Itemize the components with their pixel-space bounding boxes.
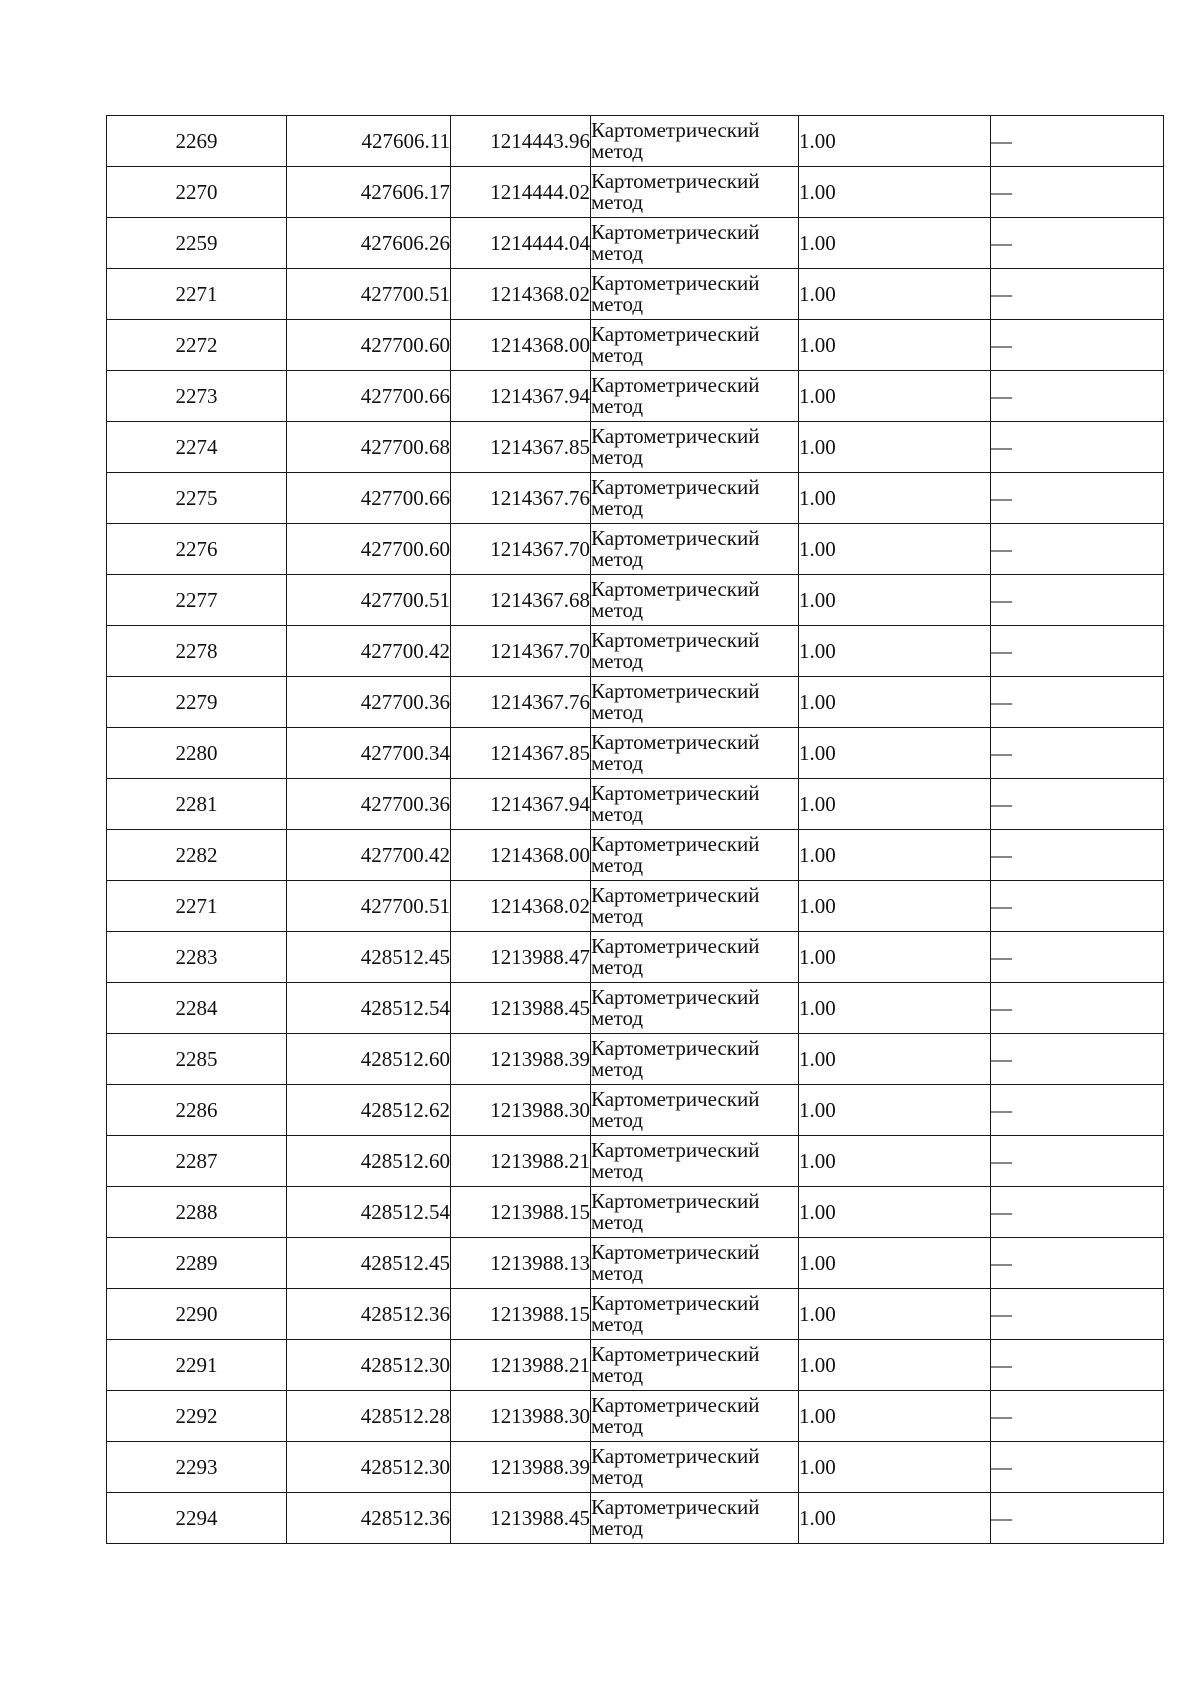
method-cell: [591, 167, 799, 218]
method-line-1: Картометрический: [591, 628, 760, 652]
y-coordinate-cell: 1214368.00: [451, 320, 591, 371]
table-row: [107, 1493, 1164, 1544]
x-coordinate-cell: 428512.36: [287, 1289, 451, 1340]
method-line-2: метод: [591, 394, 644, 418]
method-line-1: Картометрический: [591, 169, 760, 193]
method-line-1: Картометрический: [591, 373, 760, 397]
method-cell: [591, 1034, 799, 1085]
method-line-1: Картометрический: [591, 679, 760, 703]
y-coordinate-cell: 1213988.30: [451, 1391, 591, 1442]
method-cell: [591, 371, 799, 422]
x-coordinate-cell: 427700.51: [287, 575, 451, 626]
description-cell: —: [991, 728, 1164, 779]
accuracy-cell: 1.00: [799, 473, 991, 524]
y-coordinate-cell: 1213988.39: [451, 1442, 591, 1493]
method-line-2: метод: [591, 1006, 644, 1030]
y-coordinate-cell: 1214444.04: [451, 218, 591, 269]
accuracy-cell: 1.00: [799, 422, 991, 473]
accuracy-cell: 1.00: [799, 1391, 991, 1442]
table-row: [107, 473, 1164, 524]
x-coordinate-cell: 427700.34: [287, 728, 451, 779]
table-row: [107, 1136, 1164, 1187]
table-row: [107, 932, 1164, 983]
method-cell: [591, 473, 799, 524]
y-coordinate-cell: 1214367.70: [451, 626, 591, 677]
method-line-2: метод: [591, 751, 644, 775]
method-line-2: метод: [591, 904, 644, 928]
description-cell: —: [991, 1493, 1164, 1544]
accuracy-cell: 1.00: [799, 779, 991, 830]
y-coordinate-cell: 1214367.85: [451, 422, 591, 473]
description-cell: —: [991, 677, 1164, 728]
table-row: [107, 677, 1164, 728]
x-coordinate-cell: 427700.68: [287, 422, 451, 473]
description-cell: —: [991, 422, 1164, 473]
accuracy-cell: 1.00: [799, 575, 991, 626]
y-coordinate-cell: 1214368.00: [451, 830, 591, 881]
table-row: [107, 371, 1164, 422]
y-coordinate-cell: 1213988.15: [451, 1289, 591, 1340]
point-number-cell: 2286: [107, 1085, 287, 1136]
table-row: [107, 524, 1164, 575]
table-row: [107, 320, 1164, 371]
method-line-2: метод: [591, 1108, 644, 1132]
method-line-1: Картометрический: [591, 781, 760, 805]
x-coordinate-cell: 427700.66: [287, 371, 451, 422]
accuracy-cell: 1.00: [799, 116, 991, 167]
method-cell: [591, 830, 799, 881]
method-line-2: метод: [591, 241, 644, 265]
method-cell: [591, 1289, 799, 1340]
method-line-1: Картометрический: [591, 220, 760, 244]
point-number-cell: 2270: [107, 167, 287, 218]
method-line-2: метод: [591, 1363, 644, 1387]
method-line-1: Картометрический: [591, 1087, 760, 1111]
method-cell: [591, 1238, 799, 1289]
method-line-2: метод: [591, 1312, 644, 1336]
y-coordinate-cell: 1214367.70: [451, 524, 591, 575]
method-line-1: Картометрический: [591, 1393, 760, 1417]
method-cell: [591, 320, 799, 371]
point-number-cell: 2280: [107, 728, 287, 779]
method-line-2: метод: [591, 190, 644, 214]
table-row: [107, 1238, 1164, 1289]
y-coordinate-cell: 1213988.47: [451, 932, 591, 983]
method-cell: [591, 116, 799, 167]
point-number-cell: 2284: [107, 983, 287, 1034]
description-cell: —: [991, 1034, 1164, 1085]
description-cell: —: [991, 983, 1164, 1034]
table-row: [107, 575, 1164, 626]
x-coordinate-cell: 428512.36: [287, 1493, 451, 1544]
x-coordinate-cell: 428512.60: [287, 1136, 451, 1187]
method-cell: [591, 1391, 799, 1442]
coordinates-table-body: [107, 116, 1164, 1544]
point-number-cell: 2282: [107, 830, 287, 881]
method-line-1: Картометрический: [591, 1189, 760, 1213]
method-line-2: метод: [591, 955, 644, 979]
accuracy-cell: 1.00: [799, 1187, 991, 1238]
point-number-cell: 2277: [107, 575, 287, 626]
method-line-2: метод: [591, 496, 644, 520]
method-line-2: метод: [591, 1159, 644, 1183]
method-line-2: метод: [591, 1516, 644, 1540]
method-line-2: метод: [591, 547, 644, 571]
description-cell: —: [991, 830, 1164, 881]
method-line-1: Картометрический: [591, 1444, 760, 1468]
accuracy-cell: 1.00: [799, 728, 991, 779]
x-coordinate-cell: 427700.66: [287, 473, 451, 524]
table-row: [107, 881, 1164, 932]
x-coordinate-cell: 428512.54: [287, 1187, 451, 1238]
method-line-1: Картометрический: [591, 985, 760, 1009]
method-line-1: Картометрический: [591, 526, 760, 550]
y-coordinate-cell: 1213988.45: [451, 1493, 591, 1544]
method-line-2: метод: [591, 1210, 644, 1234]
point-number-cell: 2271: [107, 269, 287, 320]
y-coordinate-cell: 1213988.13: [451, 1238, 591, 1289]
point-number-cell: 2273: [107, 371, 287, 422]
point-number-cell: 2288: [107, 1187, 287, 1238]
description-cell: —: [991, 1136, 1164, 1187]
table-row: [107, 218, 1164, 269]
method-line-1: Картометрический: [591, 1036, 760, 1060]
x-coordinate-cell: 428512.30: [287, 1340, 451, 1391]
y-coordinate-cell: 1214367.94: [451, 371, 591, 422]
method-cell: [591, 575, 799, 626]
y-coordinate-cell: 1213988.15: [451, 1187, 591, 1238]
method-cell: [591, 1493, 799, 1544]
accuracy-cell: 1.00: [799, 1085, 991, 1136]
method-line-1: Картометрический: [591, 118, 760, 142]
y-coordinate-cell: 1213988.45: [451, 983, 591, 1034]
y-coordinate-cell: 1213988.39: [451, 1034, 591, 1085]
table-row: [107, 422, 1164, 473]
method-line-1: Картометрический: [591, 1342, 760, 1366]
point-number-cell: 2287: [107, 1136, 287, 1187]
accuracy-cell: 1.00: [799, 218, 991, 269]
accuracy-cell: 1.00: [799, 983, 991, 1034]
method-line-1: Картометрический: [591, 475, 760, 499]
y-coordinate-cell: 1213988.30: [451, 1085, 591, 1136]
method-cell: [591, 422, 799, 473]
description-cell: —: [991, 1085, 1164, 1136]
method-cell: [591, 1136, 799, 1187]
method-cell: [591, 1442, 799, 1493]
table-row: [107, 779, 1164, 830]
point-number-cell: 2279: [107, 677, 287, 728]
method-cell: [591, 1187, 799, 1238]
coordinates-table: [106, 115, 1164, 1544]
x-coordinate-cell: 427700.60: [287, 524, 451, 575]
method-cell: [591, 1085, 799, 1136]
method-line-1: Картометрический: [591, 934, 760, 958]
accuracy-cell: 1.00: [799, 371, 991, 422]
point-number-cell: 2293: [107, 1442, 287, 1493]
method-line-2: метод: [591, 700, 644, 724]
method-cell: [591, 269, 799, 320]
method-line-1: Картометрический: [591, 577, 760, 601]
x-coordinate-cell: 428512.54: [287, 983, 451, 1034]
point-number-cell: 2294: [107, 1493, 287, 1544]
table-row: [107, 1442, 1164, 1493]
method-cell: [591, 779, 799, 830]
table-row: [107, 1391, 1164, 1442]
accuracy-cell: 1.00: [799, 881, 991, 932]
method-line-1: Картометрический: [591, 271, 760, 295]
table-row: [107, 116, 1164, 167]
accuracy-cell: 1.00: [799, 1034, 991, 1085]
table-row: [107, 1085, 1164, 1136]
point-number-cell: 2276: [107, 524, 287, 575]
description-cell: —: [991, 626, 1164, 677]
table-row: [107, 1289, 1164, 1340]
point-number-cell: 2274: [107, 422, 287, 473]
x-coordinate-cell: 427606.26: [287, 218, 451, 269]
x-coordinate-cell: 427606.17: [287, 167, 451, 218]
point-number-cell: 2285: [107, 1034, 287, 1085]
method-line-2: метод: [591, 1465, 644, 1489]
method-line-1: Картометрический: [591, 1495, 760, 1519]
y-coordinate-cell: 1214367.85: [451, 728, 591, 779]
description-cell: —: [991, 1187, 1164, 1238]
y-coordinate-cell: 1214368.02: [451, 881, 591, 932]
method-cell: [591, 524, 799, 575]
description-cell: —: [991, 881, 1164, 932]
description-cell: —: [991, 1340, 1164, 1391]
x-coordinate-cell: 428512.28: [287, 1391, 451, 1442]
table-row: [107, 728, 1164, 779]
method-line-2: метод: [591, 853, 644, 877]
method-cell: [591, 677, 799, 728]
table-row: [107, 1034, 1164, 1085]
x-coordinate-cell: 427700.36: [287, 677, 451, 728]
table-row: [107, 269, 1164, 320]
method-line-2: метод: [591, 343, 644, 367]
x-coordinate-cell: 428512.60: [287, 1034, 451, 1085]
point-number-cell: 2272: [107, 320, 287, 371]
method-cell: [591, 728, 799, 779]
accuracy-cell: 1.00: [799, 1289, 991, 1340]
method-line-1: Картометрический: [591, 1240, 760, 1264]
method-cell: [591, 932, 799, 983]
x-coordinate-cell: 427700.60: [287, 320, 451, 371]
description-cell: —: [991, 932, 1164, 983]
x-coordinate-cell: 427700.51: [287, 881, 451, 932]
description-cell: —: [991, 320, 1164, 371]
y-coordinate-cell: 1214367.76: [451, 677, 591, 728]
point-number-cell: 2281: [107, 779, 287, 830]
x-coordinate-cell: 428512.45: [287, 1238, 451, 1289]
point-number-cell: 2291: [107, 1340, 287, 1391]
method-line-2: метод: [591, 802, 644, 826]
table-row: [107, 626, 1164, 677]
method-cell: [591, 1340, 799, 1391]
description-cell: —: [991, 269, 1164, 320]
description-cell: —: [991, 1391, 1164, 1442]
point-number-cell: 2290: [107, 1289, 287, 1340]
method-line-1: Картометрический: [591, 883, 760, 907]
point-number-cell: 2259: [107, 218, 287, 269]
method-line-2: метод: [591, 1261, 644, 1285]
y-coordinate-cell: 1214444.02: [451, 167, 591, 218]
method-line-1: Картометрический: [591, 322, 760, 346]
method-cell: [591, 983, 799, 1034]
point-number-cell: 2289: [107, 1238, 287, 1289]
point-number-cell: 2278: [107, 626, 287, 677]
y-coordinate-cell: 1214367.94: [451, 779, 591, 830]
accuracy-cell: 1.00: [799, 626, 991, 677]
point-number-cell: 2269: [107, 116, 287, 167]
table-row: [107, 830, 1164, 881]
method-line-1: Картометрический: [591, 832, 760, 856]
method-line-2: метод: [591, 1057, 644, 1081]
method-line-2: метод: [591, 292, 644, 316]
description-cell: —: [991, 218, 1164, 269]
method-line-1: Картометрический: [591, 424, 760, 448]
accuracy-cell: 1.00: [799, 1442, 991, 1493]
accuracy-cell: 1.00: [799, 830, 991, 881]
table-row: [107, 167, 1164, 218]
x-coordinate-cell: 428512.45: [287, 932, 451, 983]
table-row: [107, 1340, 1164, 1391]
x-coordinate-cell: 428512.30: [287, 1442, 451, 1493]
point-number-cell: 2275: [107, 473, 287, 524]
y-coordinate-cell: 1213988.21: [451, 1136, 591, 1187]
accuracy-cell: 1.00: [799, 1238, 991, 1289]
x-coordinate-cell: 427700.42: [287, 626, 451, 677]
x-coordinate-cell: 428512.62: [287, 1085, 451, 1136]
accuracy-cell: 1.00: [799, 167, 991, 218]
accuracy-cell: 1.00: [799, 1136, 991, 1187]
accuracy-cell: 1.00: [799, 932, 991, 983]
method-line-1: Картометрический: [591, 730, 760, 754]
description-cell: —: [991, 473, 1164, 524]
accuracy-cell: 1.00: [799, 269, 991, 320]
method-cell: [591, 626, 799, 677]
accuracy-cell: 1.00: [799, 677, 991, 728]
x-coordinate-cell: 427606.11: [287, 116, 451, 167]
method-line-1: Картометрический: [591, 1138, 760, 1162]
method-line-2: метод: [591, 139, 644, 163]
x-coordinate-cell: 427700.51: [287, 269, 451, 320]
description-cell: —: [991, 116, 1164, 167]
y-coordinate-cell: 1214367.76: [451, 473, 591, 524]
description-cell: —: [991, 1442, 1164, 1493]
accuracy-cell: 1.00: [799, 320, 991, 371]
method-line-1: Картометрический: [591, 1291, 760, 1315]
method-cell: [591, 881, 799, 932]
y-coordinate-cell: 1214443.96: [451, 116, 591, 167]
method-line-2: метод: [591, 598, 644, 622]
description-cell: —: [991, 575, 1164, 626]
method-line-2: метод: [591, 649, 644, 673]
accuracy-cell: 1.00: [799, 1493, 991, 1544]
accuracy-cell: 1.00: [799, 1340, 991, 1391]
method-line-2: метод: [591, 445, 644, 469]
point-number-cell: 2283: [107, 932, 287, 983]
description-cell: —: [991, 1289, 1164, 1340]
accuracy-cell: 1.00: [799, 524, 991, 575]
description-cell: —: [991, 524, 1164, 575]
y-coordinate-cell: 1214368.02: [451, 269, 591, 320]
description-cell: —: [991, 167, 1164, 218]
y-coordinate-cell: 1214367.68: [451, 575, 591, 626]
point-number-cell: 2271: [107, 881, 287, 932]
y-coordinate-cell: 1213988.21: [451, 1340, 591, 1391]
description-cell: —: [991, 371, 1164, 422]
x-coordinate-cell: 427700.42: [287, 830, 451, 881]
description-cell: —: [991, 779, 1164, 830]
table-row: [107, 983, 1164, 1034]
description-cell: —: [991, 1238, 1164, 1289]
x-coordinate-cell: 427700.36: [287, 779, 451, 830]
method-cell: [591, 218, 799, 269]
point-number-cell: 2292: [107, 1391, 287, 1442]
table-row: [107, 1187, 1164, 1238]
method-line-2: метод: [591, 1414, 644, 1438]
